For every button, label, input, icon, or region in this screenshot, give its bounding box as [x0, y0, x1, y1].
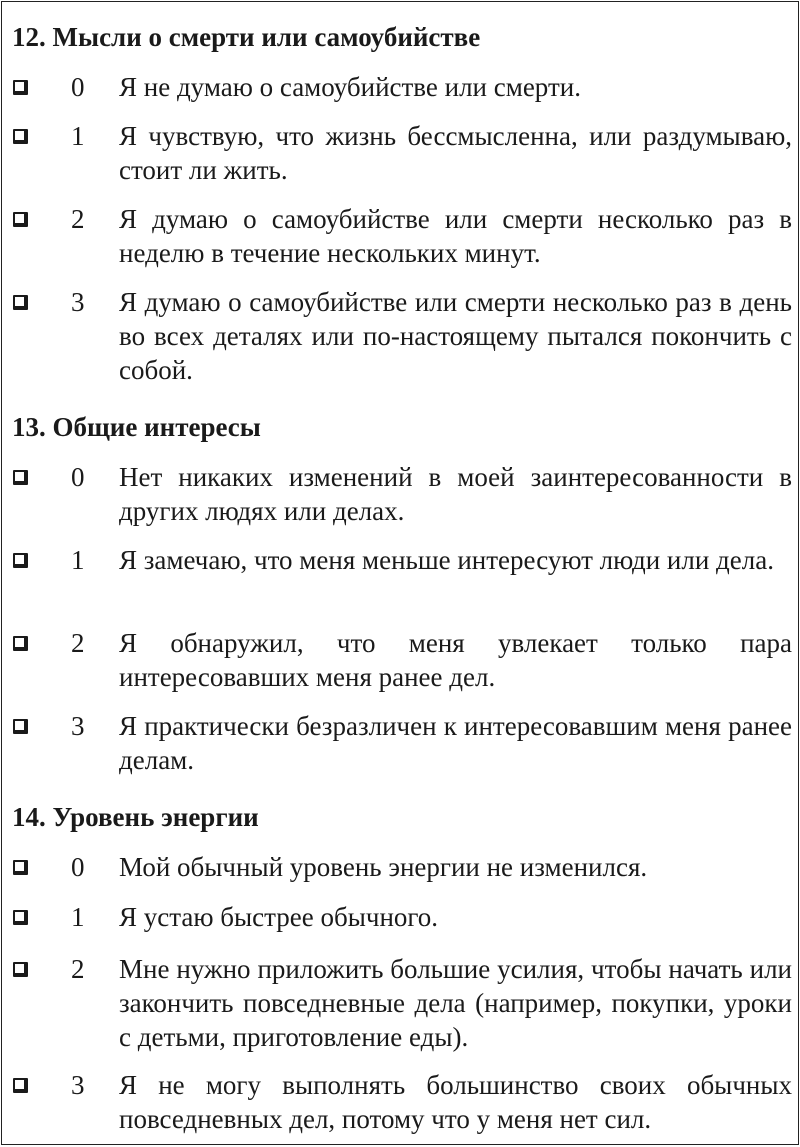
checkbox[interactable]: [13, 962, 28, 977]
checkbox[interactable]: [13, 719, 28, 734]
item-text: Я думаю о самоубийстве или смерти несколько раз в день во всех деталях или по-настоящему пытался покончить с собой.: [119, 287, 792, 385]
checkbox[interactable]: [13, 860, 28, 875]
item-text: Я обнаружил, что меня увлекает только пара интересовавших меня ранее дел.: [119, 628, 792, 692]
item-score: 3: [71, 287, 85, 317]
item-score: 2: [71, 628, 85, 658]
checkbox[interactable]: [13, 470, 28, 485]
item-text: Я не думаю о самоубийстве или смерти.: [119, 72, 581, 102]
item-text: Я чувствую, что жизнь бессмысленна, или раздумываю, стоит ли жить.: [119, 121, 792, 185]
item-score: 0: [71, 462, 85, 492]
checkbox[interactable]: [13, 636, 28, 651]
item-text: Мой обычный уровень энергии не изменился.: [119, 852, 648, 882]
item-score: 1: [71, 902, 85, 932]
checkbox[interactable]: [13, 553, 28, 568]
item-text: Я не могу выполнять большинство своих обычных повседневных дел, потому что у меня нет сил.: [119, 1070, 792, 1134]
section-title-14: 14. Уровень энергии: [12, 802, 259, 832]
checkbox[interactable]: [13, 910, 28, 925]
item-score: 3: [71, 711, 85, 741]
item-score: 2: [71, 204, 85, 234]
section-title-13: 13. Общие интересы: [12, 412, 261, 442]
item-score: 1: [71, 121, 85, 151]
item-text: Я замечаю, что меня меньше интересуют люди или дела.: [119, 545, 774, 575]
item-score: 1: [71, 545, 85, 575]
item-score: 3: [71, 1070, 85, 1100]
item-score: 0: [71, 72, 85, 102]
checkbox[interactable]: [13, 129, 28, 144]
item-text: Нет никаких изменений в моей заинтересованности в других людях или делах.: [119, 462, 792, 526]
item-text: Я думаю о самоубийстве или смерти несколько раз в неделю в течение нескольких минут.: [119, 204, 792, 268]
checkbox[interactable]: [13, 1078, 28, 1093]
item-score: 2: [71, 954, 85, 984]
section-title-12: 12. Мысли о смерти или самоубийстве: [12, 22, 481, 52]
item-text: Я практически безразличен к интересовавшим меня ранее делам.: [119, 711, 792, 775]
checkbox[interactable]: [13, 80, 28, 95]
checkbox[interactable]: [13, 212, 28, 227]
item-text: Мне нужно приложить большие усилия, чтобы начать или закончить повседневные дела (например, покупки, уроки с детьми, приготовление еды).: [119, 954, 792, 1052]
item-text: Я устаю быстрее обычного.: [119, 902, 439, 932]
questionnaire-page: [1, 1, 799, 1145]
item-score: 0: [71, 852, 85, 882]
checkbox[interactable]: [13, 295, 28, 310]
